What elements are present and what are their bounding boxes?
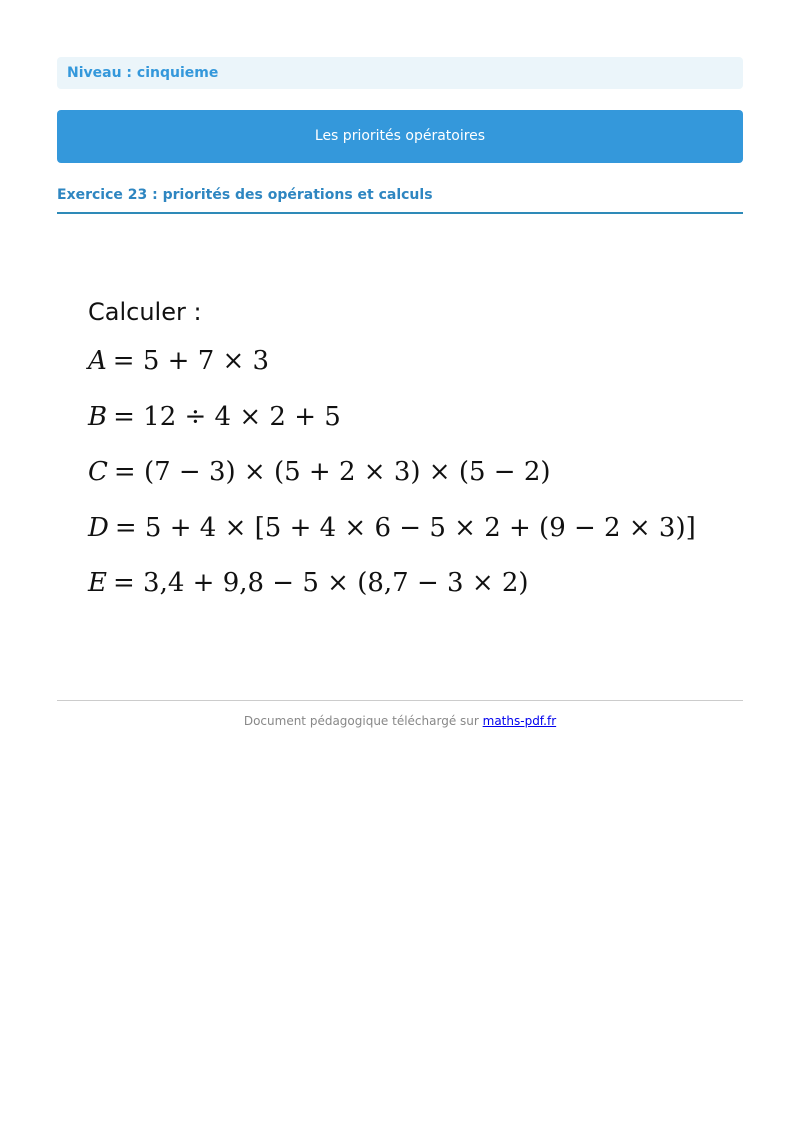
expression-d	[88, 501, 768, 557]
expression-variable: B	[88, 401, 108, 432]
level-label: Niveau : cinquieme	[57, 57, 743, 89]
footer-text: Document pédagogique téléchargé sur	[243, 714, 483, 728]
expression-formula: = 5 + 7 × 3	[112, 346, 270, 376]
expression-variable: E	[88, 568, 107, 598]
expression-b	[88, 390, 768, 446]
expression-formula: = 12 ÷ 4 × 2 + 5	[113, 401, 341, 432]
expression-formula: = 5 + 4 × [5 + 4 × 6 − 5 × 2 + (9 − 2 × 3)]	[114, 512, 696, 543]
expression-variable: D	[88, 512, 109, 543]
footer-divider	[57, 700, 743, 701]
footer	[57, 712, 743, 730]
expression-a	[88, 334, 768, 390]
expression-c	[88, 445, 768, 501]
instruction-text: Calculer :	[88, 298, 202, 326]
exercise-title: Exercice 23 : priorités des opérations et calculs	[57, 186, 743, 214]
expression-variable: A	[88, 346, 107, 376]
expression-variable: C	[88, 457, 108, 487]
expression-e	[88, 556, 768, 612]
expression-formula: = (7 − 3) × (5 + 2 × 3) × (5 − 2)	[113, 457, 551, 487]
chapter-banner: Les priorités opératoires	[57, 110, 743, 163]
footer-link[interactable]: maths-pdf.fr	[482, 714, 557, 728]
exercise-content	[88, 290, 768, 612]
expression-formula: = 3,4 + 9,8 − 5 × (8,7 − 3 × 2)	[112, 568, 529, 598]
